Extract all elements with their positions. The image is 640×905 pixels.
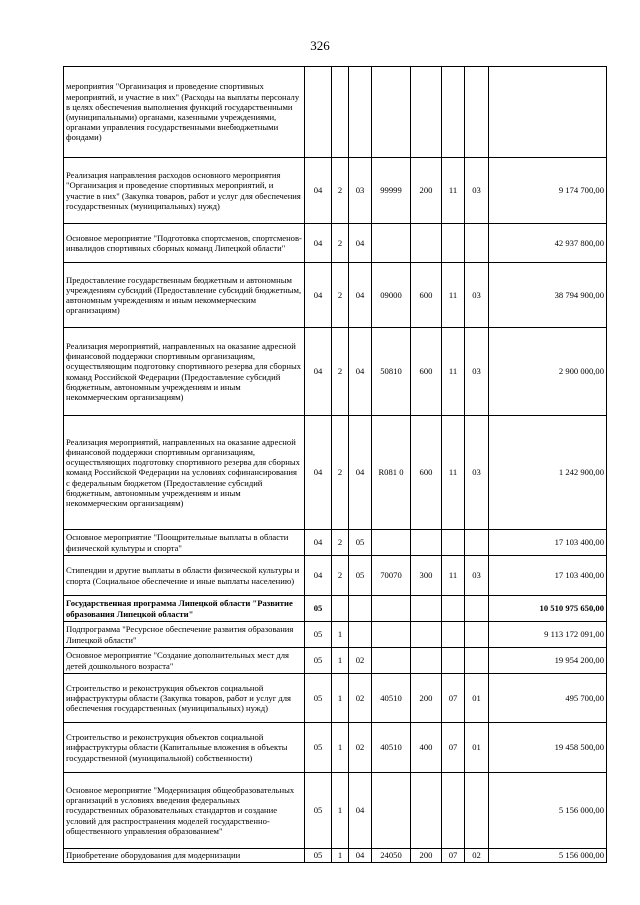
row-vr-code: 300 — [411, 556, 442, 596]
row-name: Строительство и реконструкция объектов социальной инфраструктуры области (Закупка товаров, работ и услуг для обеспечения государственных (муниципальных) нужд) — [64, 674, 305, 723]
row-direction-code: 40510 — [372, 723, 411, 773]
row-om-code: 02 — [349, 674, 372, 723]
row-direction-code: 24050 — [372, 849, 411, 863]
row-rz-code: 11 — [442, 158, 465, 224]
row-amount: 19 954 200,00 — [489, 648, 607, 674]
row-vr-code: 600 — [411, 328, 442, 416]
row-vr-code: 600 — [411, 263, 442, 328]
row-gp-code: 05 — [305, 674, 332, 723]
row-gp-code: 04 — [305, 416, 332, 530]
row-amount: 9 113 172 091,00 — [489, 622, 607, 648]
row-pp-code: 2 — [332, 224, 349, 263]
row-om-code: 05 — [349, 530, 372, 556]
table-row — [64, 263, 607, 328]
row-rz-code: 07 — [442, 849, 465, 863]
row-rz-code — [442, 648, 465, 674]
row-om-code — [349, 596, 372, 622]
row-prz-code: 01 — [465, 674, 489, 723]
row-vr-code: 200 — [411, 674, 442, 723]
row-amount: 17 103 400,00 — [489, 556, 607, 596]
row-prz-code: 03 — [465, 416, 489, 530]
table-row — [64, 530, 607, 556]
row-prz-code: 02 — [465, 849, 489, 863]
row-amount: 9 174 700,00 — [489, 158, 607, 224]
row-rz-code: 11 — [442, 416, 465, 530]
table-row — [64, 622, 607, 648]
row-rz-code — [442, 622, 465, 648]
row-gp-code: 04 — [305, 263, 332, 328]
row-gp-code: 04 — [305, 224, 332, 263]
row-prz-code — [465, 224, 489, 263]
row-gp-code: 04 — [305, 328, 332, 416]
row-prz-code — [465, 622, 489, 648]
row-gp-code: 05 — [305, 849, 332, 863]
row-direction-code — [372, 648, 411, 674]
row-gp-code: 04 — [305, 158, 332, 224]
row-pp-code: 1 — [332, 674, 349, 723]
row-direction-code: R081 0 — [372, 416, 411, 530]
row-name: мероприятия "Организация и проведение спортивных мероприятий, и участие в них" (Расходы на выплаты персоналу в целях обеспечения выполнения функций государственными (муниципальными) органами, казенными учреждениями, органами управления государственными внебюджетными фондами) — [64, 67, 305, 158]
row-amount: 19 458 500,00 — [489, 723, 607, 773]
table-row — [64, 773, 607, 849]
row-gp-code: 05 — [305, 648, 332, 674]
row-direction-code — [372, 224, 411, 263]
row-pp-code: 2 — [332, 158, 349, 224]
row-pp-code: 1 — [332, 849, 349, 863]
table-row — [64, 596, 607, 622]
row-rz-code — [442, 67, 465, 158]
row-name: Основное мероприятие "Создание дополнительных мест для детей дошкольного возраста" — [64, 648, 305, 674]
row-amount — [489, 67, 607, 158]
row-vr-code: 200 — [411, 849, 442, 863]
row-pp-code: 1 — [332, 648, 349, 674]
budget-table — [63, 66, 607, 863]
row-name: Основное мероприятие "Модернизация общеобразовательных организаций в условиях введения федеральных государственных образовательных стандартов и создание условий для распространения моделей государственно-общественного управления образованием" — [64, 773, 305, 849]
row-gp-code: 05 — [305, 773, 332, 849]
row-prz-code: 03 — [465, 328, 489, 416]
row-gp-code: 05 — [305, 622, 332, 648]
row-name: Предоставление государственным бюджетным и автономным учреждениям субсидий (Предоставление субсидий бюджетным, автономным учреждениям и иным некоммерческим организациям) — [64, 263, 305, 328]
row-gp-code: 04 — [305, 556, 332, 596]
table-row — [64, 416, 607, 530]
row-prz-code — [465, 648, 489, 674]
row-prz-code: 03 — [465, 556, 489, 596]
row-amount: 5 156 000,00 — [489, 773, 607, 849]
table-row — [64, 674, 607, 723]
table-row — [64, 328, 607, 416]
table-row — [64, 556, 607, 596]
row-rz-code: 11 — [442, 556, 465, 596]
row-rz-code — [442, 773, 465, 849]
row-direction-code — [372, 622, 411, 648]
row-rz-code — [442, 224, 465, 263]
row-om-code: 04 — [349, 849, 372, 863]
table-row — [64, 723, 607, 773]
row-name: Стипендии и другие выплаты в области физической культуры и спорта (Социальное обеспечение и иные выплаты населению) — [64, 556, 305, 596]
table-row — [64, 849, 607, 863]
row-amount: 10 510 975 650,00 — [489, 596, 607, 622]
row-name: Основное мероприятие "Подготовка спортсменов, спортсменов-инвалидов спортивных сборных команд Липецкой области" — [64, 224, 305, 263]
row-rz-code: 11 — [442, 263, 465, 328]
row-amount: 1 242 900,00 — [489, 416, 607, 530]
row-gp-code: 05 — [305, 596, 332, 622]
row-name: Реализация мероприятий, направленных на оказание адресной финансовой поддержки спортивным организациям, осуществляющих подготовку спортивного резерва для сборных команд Российской Федерации на условиях софинансирования с федеральным бюджетом (Предоставление субсидий бюджетным, автономным учреждениям и иным некоммерческим организациям) — [64, 416, 305, 530]
row-prz-code — [465, 596, 489, 622]
row-gp-code: 05 — [305, 723, 332, 773]
row-pp-code — [332, 67, 349, 158]
row-om-code: 04 — [349, 263, 372, 328]
row-pp-code: 1 — [332, 773, 349, 849]
row-name: Государственная программа Липецкой области "Развитие образования Липецкой области" — [64, 596, 305, 622]
row-name: Подпрограмма "Ресурсное обеспечение развития образования Липецкой области" — [64, 622, 305, 648]
table-row — [64, 158, 607, 224]
row-prz-code: 03 — [465, 158, 489, 224]
row-gp-code — [305, 67, 332, 158]
row-name: Строительство и реконструкция объектов социальной инфраструктуры области (Капитальные вложения в объекты государственной (муниципальной) собственности) — [64, 723, 305, 773]
row-direction-code: 99999 — [372, 158, 411, 224]
row-om-code: 03 — [349, 158, 372, 224]
row-vr-code: 600 — [411, 416, 442, 530]
row-direction-code — [372, 596, 411, 622]
row-om-code: 04 — [349, 416, 372, 530]
row-prz-code — [465, 67, 489, 158]
row-pp-code: 2 — [332, 416, 349, 530]
row-name: Реализация мероприятий, направленных на оказание адресной финансовой поддержки спортивным организациям, осуществляющим подготовку спортивного резерва для сборных команд Российской Федерации (Предоставление субсидий бюджетным, автономным учреждениям и иным некоммерческим организациям) — [64, 328, 305, 416]
row-direction-code: 50810 — [372, 328, 411, 416]
row-vr-code — [411, 596, 442, 622]
row-om-code — [349, 622, 372, 648]
row-om-code — [349, 67, 372, 158]
row-amount: 38 794 900,00 — [489, 263, 607, 328]
row-rz-code: 07 — [442, 674, 465, 723]
row-om-code: 02 — [349, 723, 372, 773]
row-vr-code — [411, 622, 442, 648]
row-prz-code — [465, 773, 489, 849]
row-om-code: 04 — [349, 224, 372, 263]
row-pp-code: 1 — [332, 622, 349, 648]
row-rz-code: 11 — [442, 328, 465, 416]
row-pp-code: 2 — [332, 328, 349, 416]
row-direction-code — [372, 773, 411, 849]
row-pp-code: 2 — [332, 263, 349, 328]
row-rz-code: 07 — [442, 723, 465, 773]
row-prz-code — [465, 530, 489, 556]
row-prz-code: 01 — [465, 723, 489, 773]
row-vr-code — [411, 648, 442, 674]
row-vr-code — [411, 530, 442, 556]
row-pp-code: 2 — [332, 530, 349, 556]
row-rz-code — [442, 530, 465, 556]
row-om-code: 04 — [349, 773, 372, 849]
table-row — [64, 67, 607, 158]
row-prz-code: 03 — [465, 263, 489, 328]
row-pp-code: 2 — [332, 556, 349, 596]
row-om-code: 05 — [349, 556, 372, 596]
row-name: Реализация направления расходов основного мероприятия "Организация и проведение спортивных мероприятий, и участие в них" (Закупка товаров, работ и услуг для обеспечения государственных (муниципальных) нужд) — [64, 158, 305, 224]
row-om-code: 02 — [349, 648, 372, 674]
table-row — [64, 648, 607, 674]
row-pp-code — [332, 596, 349, 622]
row-direction-code — [372, 530, 411, 556]
row-direction-code: 70070 — [372, 556, 411, 596]
row-amount: 42 937 800,00 — [489, 224, 607, 263]
row-amount: 495 700,00 — [489, 674, 607, 723]
row-direction-code — [372, 67, 411, 158]
row-name: Основное мероприятие "Поощрительные выплаты в области физической культуры и спорта" — [64, 530, 305, 556]
row-amount: 17 103 400,00 — [489, 530, 607, 556]
row-direction-code: 09000 — [372, 263, 411, 328]
row-direction-code: 40510 — [372, 674, 411, 723]
row-om-code: 04 — [349, 328, 372, 416]
row-vr-code: 400 — [411, 723, 442, 773]
row-vr-code — [411, 224, 442, 263]
table-row — [64, 224, 607, 263]
row-gp-code: 04 — [305, 530, 332, 556]
row-amount: 2 900 000,00 — [489, 328, 607, 416]
row-amount: 5 156 000,00 — [489, 849, 607, 863]
row-name: Приобретение оборудования для модернизации — [64, 849, 305, 863]
page-number: 326 — [310, 38, 330, 53]
row-vr-code — [411, 67, 442, 158]
row-rz-code — [442, 596, 465, 622]
row-vr-code — [411, 773, 442, 849]
row-vr-code: 200 — [411, 158, 442, 224]
row-pp-code: 1 — [332, 723, 349, 773]
